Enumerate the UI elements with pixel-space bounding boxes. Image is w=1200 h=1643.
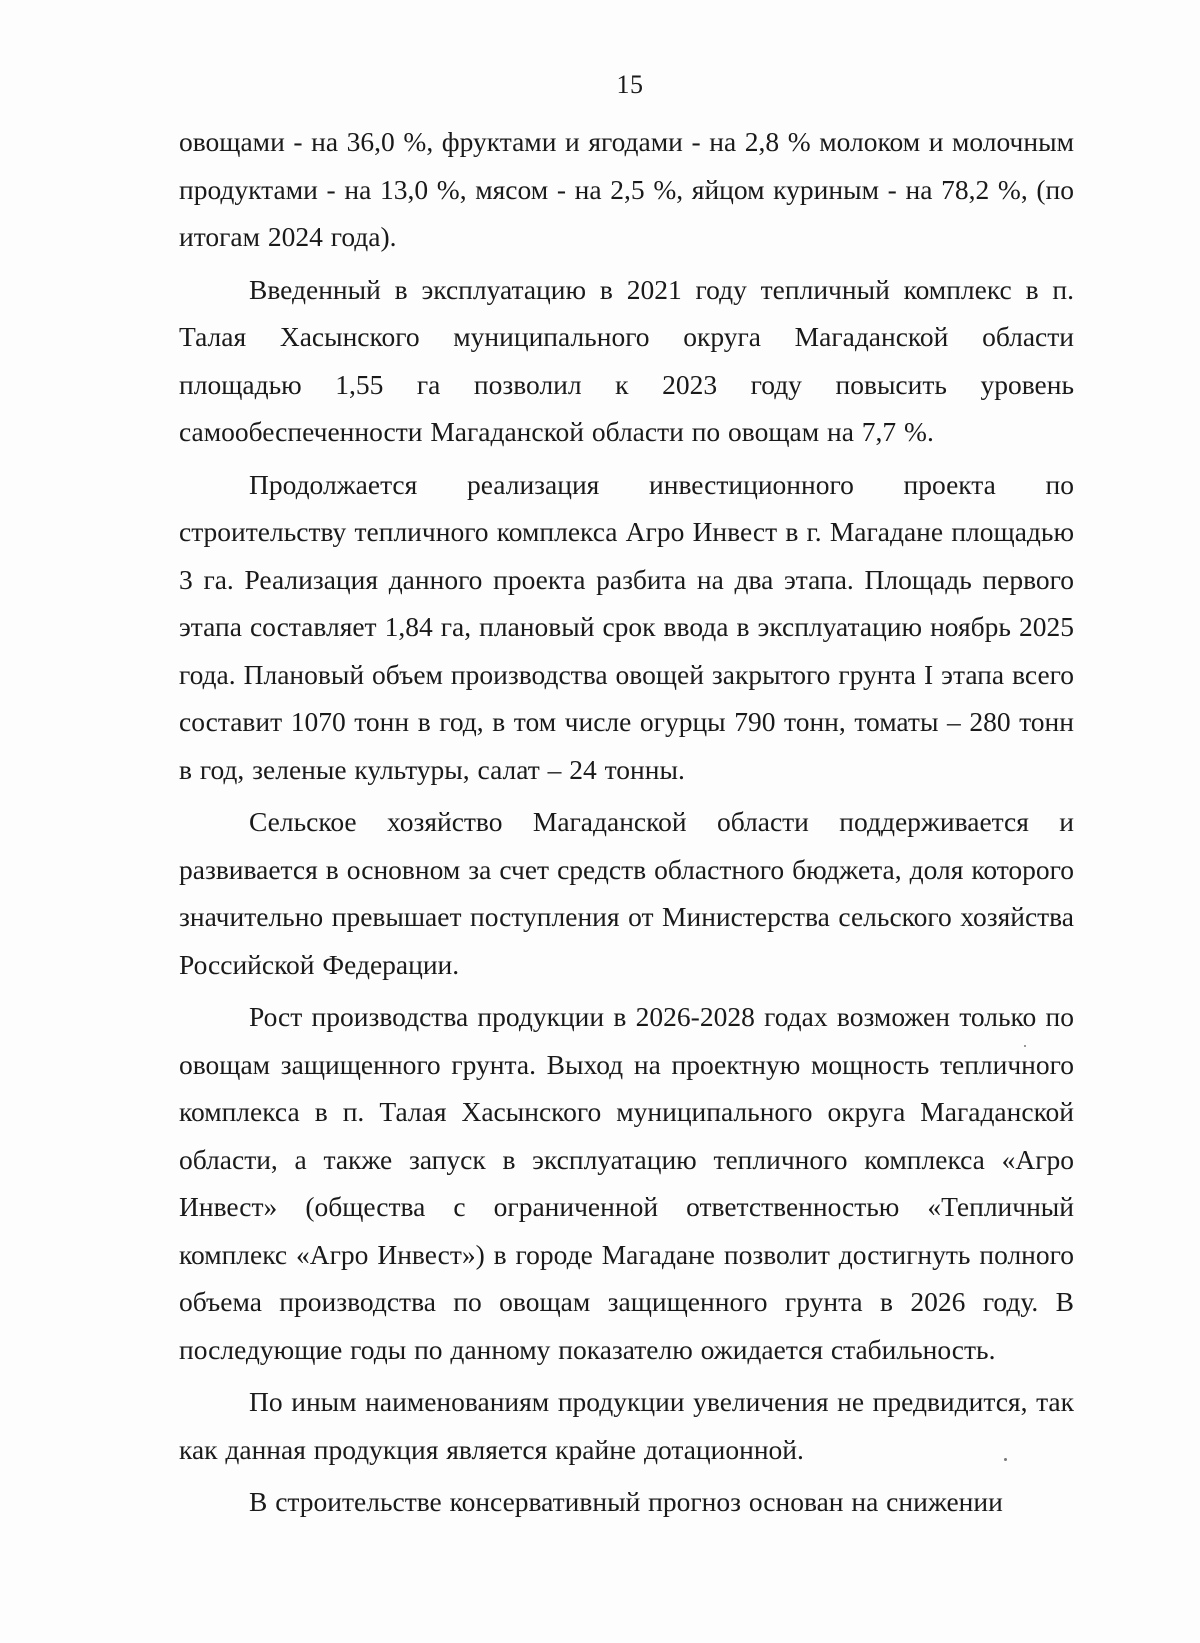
scan-speck [1024, 1045, 1026, 1047]
paragraph-5: Рост производства продукции в 2026-2028 годах возможен только по овощам защищенного грунта. Выход на проектную мощность тепличного комплекса в п. Талая Хасынского муниципального округа Магаданской области, а также запуск в эксплуатацию тепличного комплекса «Агро Инвест» (общества с ограниченной ответственностью «Тепличный комплекс «Агро Инвест») в городе Магадане позволит достигнуть полного объема производства по овощам защищенного грунта в 2026 году. В последующие годы по данному показателю ожидается стабильность. [179, 1001, 1074, 1365]
page-number: 15 [616, 70, 644, 99]
paragraph-3: Продолжается реализация инвестиционного проекта по строительству тепличного комплекса Агро Инвест в г. Магадане площадью 3 га. Реализация данного проекта разбита на два этапа. Площадь первого этапа составляет 1,84 га, плановый срок ввода в эксплуатацию ноябрь 2025 года. Плановый объем производства овощей закрытого грунта I этапа всего составит 1070 тонн в год, в том числе огурцы 790 тонн, томаты – 280 тонн в год, зеленые культуры, салат – 24 тонны. [179, 468, 1074, 785]
paragraph-7: В строительстве консервативный прогноз основан на снижении [249, 1486, 1003, 1517]
scan-speck [1004, 1458, 1007, 1461]
paragraph-6: По иным наименованиям продукции увеличения не предвидится, так как данная продукция является крайне дотационной. [179, 1386, 1074, 1465]
body-text [179, 118, 1074, 1531]
paragraph-1: овощами - на 36,0 %, фруктами и ягодами - на 2,8 % молоком и молочным продуктами - на 13,0 %, мясом - на 2,5 %, яйцом куриным - на 78,2 %, (по итогам 2024 года). [179, 126, 1074, 252]
paragraph-2: Введенный в эксплуатацию в 2021 году тепличный комплекс в п. Талая Хасынского муниципального округа Магаданской области площадью 1,55 га позволил к 2023 году повысить уровень самообеспеченности Магаданской области по овощам на 7,7 %. [179, 273, 1074, 447]
paragraph-4: Сельское хозяйство Магаданской области поддерживается и развивается в основном за счет средств областного бюджета, доля которого значительно превышает поступления от Министерства сельского хозяйства Российской Федерации. [179, 806, 1074, 980]
